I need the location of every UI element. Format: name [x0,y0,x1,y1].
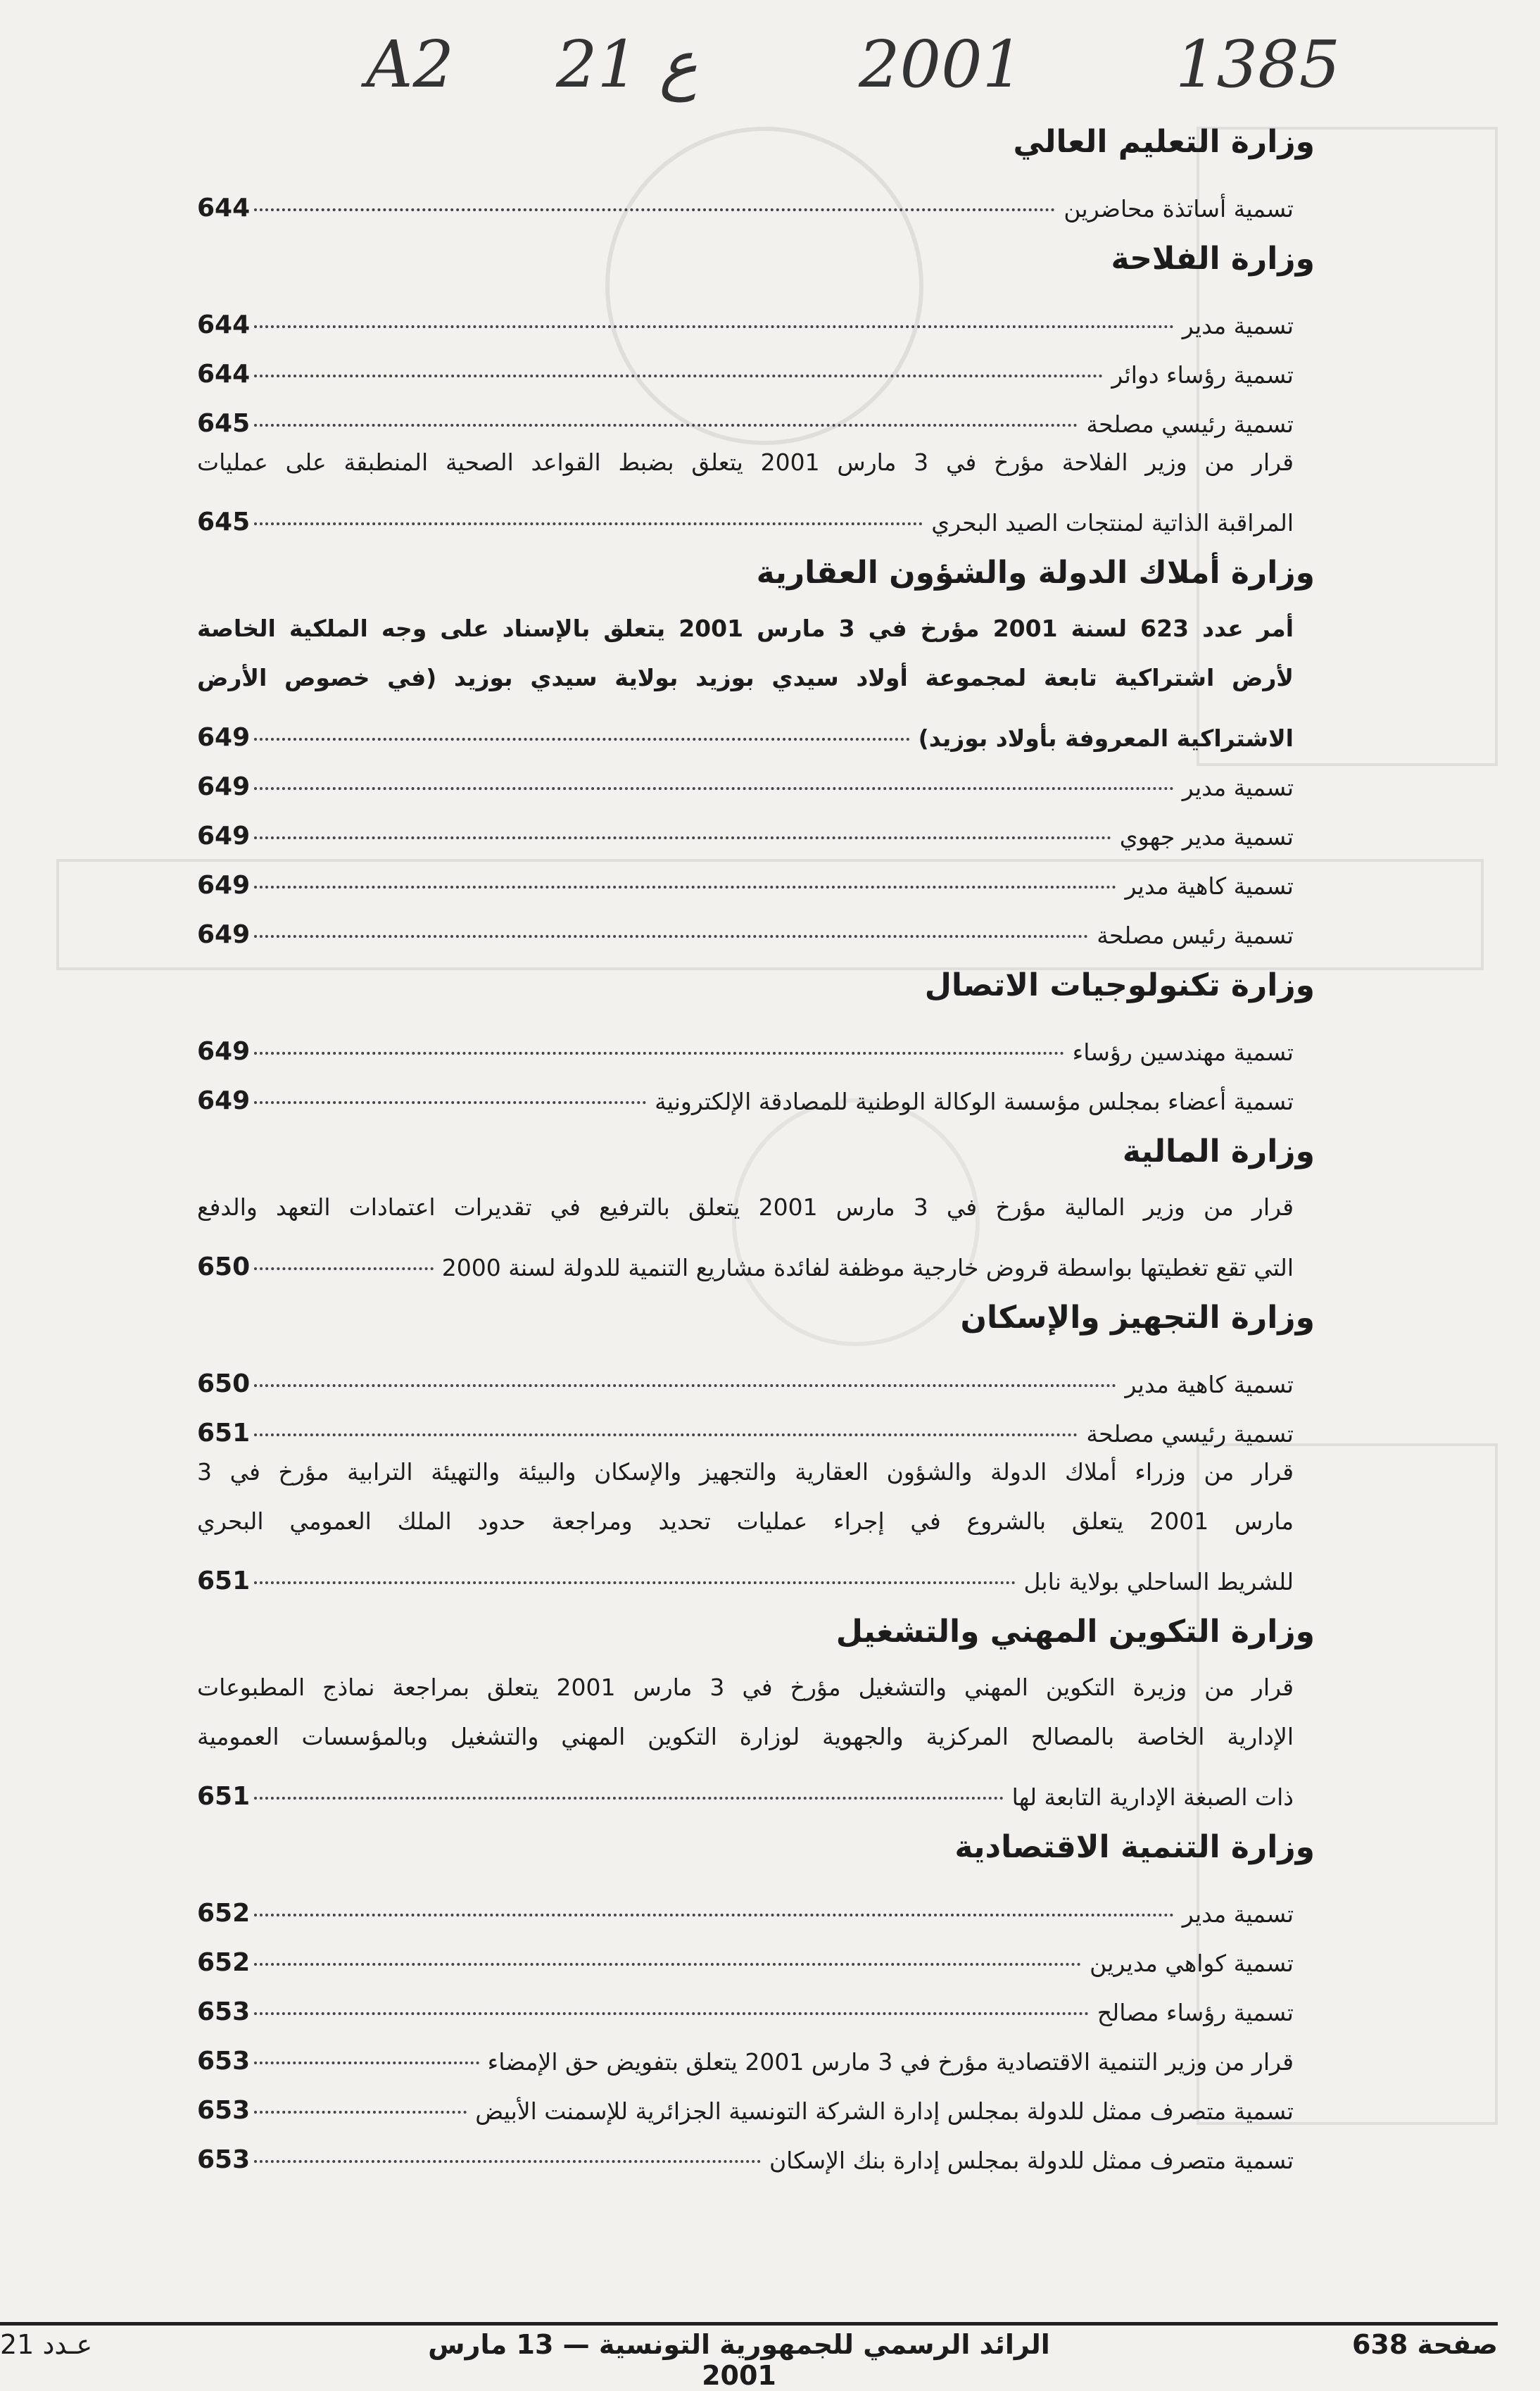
ministry-heading: وزارة الفلاحة [1111,241,1315,277]
entry-last-line [197,1232,1294,1281]
toc-entry [197,752,1294,801]
entry-page-number: 653 [197,2145,251,2174]
ministry-heading: وزارة أملاك الدولة والشؤون العقارية [756,555,1315,591]
leader-dots [254,2012,1089,2015]
entry-page-number: 650 [197,1253,251,1281]
toc-entry [197,290,1294,339]
entry-title: تسمية كاهية مدير [1125,872,1294,900]
toc-entry [197,1349,1294,1398]
entry-page-number: 649 [197,822,251,851]
leader-dots [254,2061,479,2064]
entry-title: قرار من وزير التنمية الاقتصادية مؤرخ في 3 مارس 2001 يتعلق بتفويض حق الإمضاء [487,2048,1294,2076]
ministry-heading: وزارة التجهيز والإسكان [960,1300,1315,1336]
entry-title: تسمية مدير جهوي [1119,823,1294,851]
leader-dots [254,1101,646,1104]
entry-title: تسمية مدير [1182,1900,1294,1928]
leader-dots [254,375,1103,377]
entry-page-number: 649 [197,1086,251,1115]
entry-page-number: 649 [197,772,251,801]
entry-page-number: 653 [197,2047,251,2076]
entry-title: تسمية مدير [1182,312,1294,339]
ministry-heading: وزارة التكوين المهني والتشغيل [835,1614,1315,1650]
leader-dots [254,1384,1116,1387]
leader-dots [254,1963,1081,1966]
handwritten-annotation [366,13,1351,104]
entry-text-line: الإدارية الخاصة بالمصالح المركزية والجهوية لوزارة التكوين المهني والتشغيل وبالمؤسسات العمومية [197,1723,1294,1750]
ministry-heading: وزارة تكنولوجيات الاتصال [924,967,1315,1003]
entry-title: تسمية أعضاء بمجلس مؤسسة الوكالة الوطنية للمصادقة الإلكترونية [655,1088,1294,1115]
toc-entry [197,173,1294,222]
leader-dots [254,424,1078,427]
toc-entry-paragraph [197,1183,1294,1281]
toc-entry [197,1977,1294,2026]
entry-text-line: قرار من وزير الفلاحة مؤرخ في 3 مارس 2001 يتعلق بضبط القواعد الصحية المنطبقة على عمليات [197,448,1294,476]
toc-entry [197,1066,1294,1115]
leader-dots [254,1052,1064,1055]
handwritten-number: 1385 [1175,27,1341,102]
entry-text-line: المراقبة الذاتية لمنتجات الصيد البحري [931,509,1294,536]
leader-dots [254,886,1116,889]
entry-text-line: للشريط الساحلي بولاية نابل [1023,1568,1294,1595]
entry-page-number: 651 [197,1419,251,1448]
toc-entry [197,1878,1294,1928]
entry-title: تسمية أساتذة محاضرين [1064,195,1294,222]
leader-dots [254,935,1088,938]
toc-entry [197,851,1294,900]
entry-text-line: قرار من وزيرة التكوين المهني والتشغيل مؤرخ في 3 مارس 2001 يتعلق بمراجعة نماذج المطبوعات [197,1674,1294,1701]
entry-title: تسمية رئيسي مصلحة [1086,1420,1294,1448]
leader-dots [254,1267,434,1270]
entry-page-number: 650 [197,1369,251,1398]
journal-title: الرائد الرسمي للجمهورية التونسية — 13 مارس 2001 [428,2329,1050,2391]
entry-page-number: 649 [197,871,251,900]
toc-entry [197,2026,1294,2076]
entry-text-line: التي تقع تغطيتها بواسطة قروض خارجية موظفة لفائدة مشاريع التنمية للدولة لسنة 2000 [441,1254,1294,1281]
toc-entry [197,801,1294,851]
entry-title: تسمية رئيسي مصلحة [1086,410,1294,438]
entry-page-number: 651 [197,1567,251,1595]
ministry-heading: وزارة التعليم العالي [1013,124,1315,160]
toc-entry [197,1398,1294,1448]
entry-page-number: 649 [197,920,251,949]
entry-title: تسمية مهندسين رؤساء [1072,1038,1294,1066]
toc-entry-paragraph [197,1663,1294,1811]
entry-title: تسمية رؤساء دوائر [1111,361,1294,389]
page-number: صفحة 638 [1351,2329,1498,2360]
entry-page-number: 649 [197,1037,251,1066]
footer-rule [0,2322,1498,2326]
toc-entry [197,339,1294,389]
entry-page-number: 649 [197,723,251,752]
entry-title: تسمية رؤساء مصالح [1097,1999,1294,2026]
entry-text-line: أمر عدد 623 لسنة 2001 مؤرخ في 3 مارس 2001 يتعلق بالإسناد على وجه الملكية الخاصة [197,615,1294,642]
entry-title: تسمية كواهي مديرين [1090,1950,1294,1977]
toc-entry [197,2125,1294,2174]
leader-dots [254,787,1174,790]
toc-entry [197,1017,1294,1066]
leader-dots [254,522,923,525]
leader-dots [254,1797,1004,1800]
page-footer [0,2329,1498,2391]
entry-page-number: 652 [197,1948,251,1977]
entry-text-line: قرار من وزير المالية مؤرخ في 3 مارس 2001 يتعلق بالترفيع في تقديرات اعتمادات التعهد والدفع [197,1193,1294,1221]
entry-last-line [197,703,1294,752]
entry-page-number: 653 [197,2096,251,2125]
entry-title: تسمية رئيس مصلحة [1097,922,1294,949]
leader-dots [254,2160,761,2163]
ministry-heading: وزارة المالية [1122,1134,1315,1169]
handwritten-code: A2 [366,27,454,102]
entry-title: تسمية متصرف ممثل للدولة بمجلس إدارة الشركة التونسية الجزائرية للإسمنت الأبيض [475,2097,1294,2125]
entry-last-line [197,487,1294,536]
leader-dots [254,1581,1015,1584]
leader-dots [254,208,1055,211]
leader-dots [254,325,1174,328]
entry-last-line [197,1546,1294,1595]
entry-page-number: 644 [197,194,251,222]
entry-page-number: 645 [197,409,251,438]
entry-page-number: 644 [197,310,251,339]
ministry-heading: وزارة التنمية الاقتصادية [954,1829,1315,1865]
leader-dots [254,1433,1078,1436]
entry-text-line: قرار من وزراء أملاك الدولة والشؤون العقارية والتجهيز والإسكان والبيئة والتهيئة الترابية مؤرخ في 3 [197,1458,1294,1486]
handwritten-issue: 21 ع [556,27,698,102]
entry-title: تسمية متصرف ممثل للدولة بمجلس إدارة بنك الإسكان [769,2147,1294,2174]
entry-page-number: 653 [197,1997,251,2026]
entry-page-number: 651 [197,1782,251,1811]
entry-page-number: 645 [197,508,251,536]
entry-title: تسمية مدير [1182,774,1294,801]
issue-number: عـدد 21 [0,2329,93,2360]
entry-page-number: 652 [197,1899,251,1928]
leader-dots [254,1914,1174,1916]
toc-entry-paragraph [197,604,1294,752]
toc-entry [197,900,1294,949]
toc-entry [197,1928,1294,1977]
toc-entry [197,2076,1294,2125]
leader-dots [254,738,910,741]
toc-entry-paragraph [197,438,1294,536]
entry-text-line: لأرض اشتراكية تابعة لمجموعة أولاد سيدي بوزيد بولاية سيدي بوزيد (في خصوص الأرض [197,664,1294,691]
leader-dots [254,2111,467,2114]
toc-entry [197,389,1294,438]
entry-last-line [197,1762,1294,1811]
table-of-contents [197,106,1315,2174]
entry-text-line: مارس 2001 يتعلق بالشروع في إجراء عمليات تحديد ومراجعة حدود الملك العمومي البحري [197,1507,1294,1535]
handwritten-year: 2001 [859,27,1024,102]
leader-dots [254,836,1111,839]
entry-title: تسمية كاهية مدير [1125,1371,1294,1398]
toc-entry-paragraph [197,1448,1294,1595]
entry-text-line: الاشتراكية المعروفة بأولاد بوزيد) [918,724,1294,752]
entry-text-line: ذات الصبغة الإدارية التابعة لها [1011,1783,1294,1811]
entry-page-number: 644 [197,360,251,389]
